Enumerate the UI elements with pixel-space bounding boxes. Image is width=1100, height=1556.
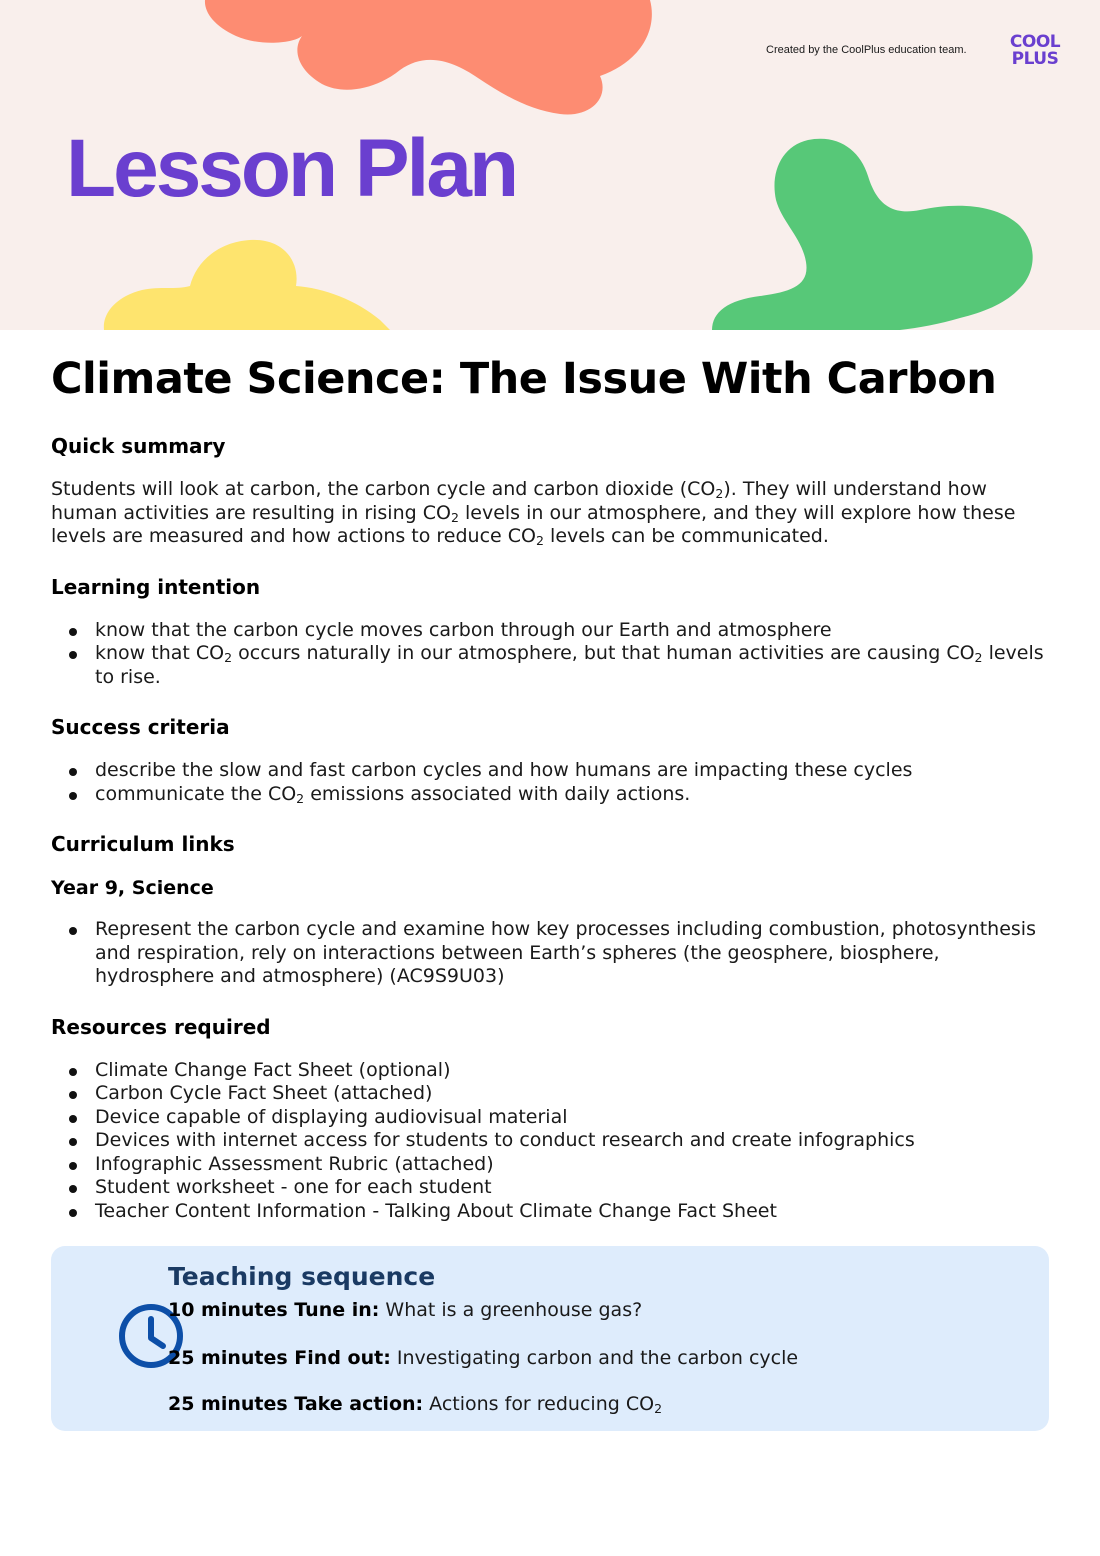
list-item: Student worksheet - one for each student (51, 1176, 1051, 1200)
header-banner (0, 0, 1100, 330)
yellow-blob (104, 240, 390, 330)
success-criteria-list (51, 759, 1051, 806)
lesson-title: Climate Science: The Issue With Carbon (51, 354, 997, 404)
list-item: Represent the carbon cycle and examine how key processes including combustion, photosynthesis and respiration, rely on interactions between Earth’s spheres (the geosphere, biosphere, hydrosphere and atmosphere) (AC9S9U03) (51, 918, 1051, 989)
teaching-sequence-heading: Teaching sequence (168, 1262, 436, 1291)
learning-intention-list (51, 619, 1051, 690)
main-content (51, 350, 1051, 1249)
coral-blob (205, 0, 652, 115)
credit-text: Created by the CoolPlus education team. (766, 44, 967, 56)
sequence-item-tune-in: 10 minutes Tune in: What is a greenhouse gas? (168, 1299, 643, 1321)
list-item: know that the carbon cycle moves carbon through our Earth and atmosphere (51, 619, 1051, 643)
success-criteria-heading: Success criteria (51, 715, 230, 739)
learning-intention-heading: Learning intention (51, 574, 261, 599)
page-title: Lesson Plan (66, 123, 517, 214)
list-item: Devices with internet access for students to conduct research and create infographics (51, 1129, 1051, 1153)
coolplus-logo (1003, 34, 1067, 68)
curriculum-year-heading: Year 9, Science (51, 877, 214, 899)
sequence-item-take-action: 25 minutes Take action: Actions for reducing CO2 (168, 1393, 663, 1417)
list-item: Carbon Cycle Fact Sheet (attached) (51, 1082, 1051, 1106)
green-blob (712, 139, 1033, 330)
list-item: Infographic Assessment Rubric (attached) (51, 1153, 1051, 1177)
resources-list (51, 1059, 1051, 1224)
list-item: describe the slow and fast carbon cycles and how humans are impacting these cycles (51, 759, 1051, 783)
logo-line-1: COOL (1009, 32, 1061, 52)
quick-summary-text: Students will look at carbon, the carbon cycle and carbon dioxide (CO2). They will understand how human activities are resulting in rising CO2 levels in our atmosphere, and they will explore how these levels are measured and how actions to reduce CO2 levels can be communicated. (51, 478, 1016, 549)
logo-line-2: PLUS (1011, 49, 1059, 69)
list-item: know that CO2 occurs naturally in our atmosphere, but that human activities are causing CO2 levels to rise. (51, 642, 1051, 689)
sequence-item-find-out: 25 minutes Find out: Investigating carbon and the carbon cycle (168, 1347, 799, 1369)
curriculum-links-heading: Curriculum links (51, 832, 235, 856)
curriculum-links-list (51, 918, 1051, 989)
resources-heading: Resources required (51, 1014, 271, 1039)
list-item: Climate Change Fact Sheet (optional) (51, 1059, 1051, 1083)
quick-summary-heading: Quick summary (51, 434, 226, 458)
list-item: communicate the CO2 emissions associated with daily actions. (51, 783, 1051, 807)
teaching-sequence-box (51, 1246, 1049, 1431)
list-item: Device capable of displaying audiovisual material (51, 1106, 1051, 1130)
list-item: Teacher Content Information - Talking About Climate Change Fact Sheet (51, 1200, 1051, 1224)
